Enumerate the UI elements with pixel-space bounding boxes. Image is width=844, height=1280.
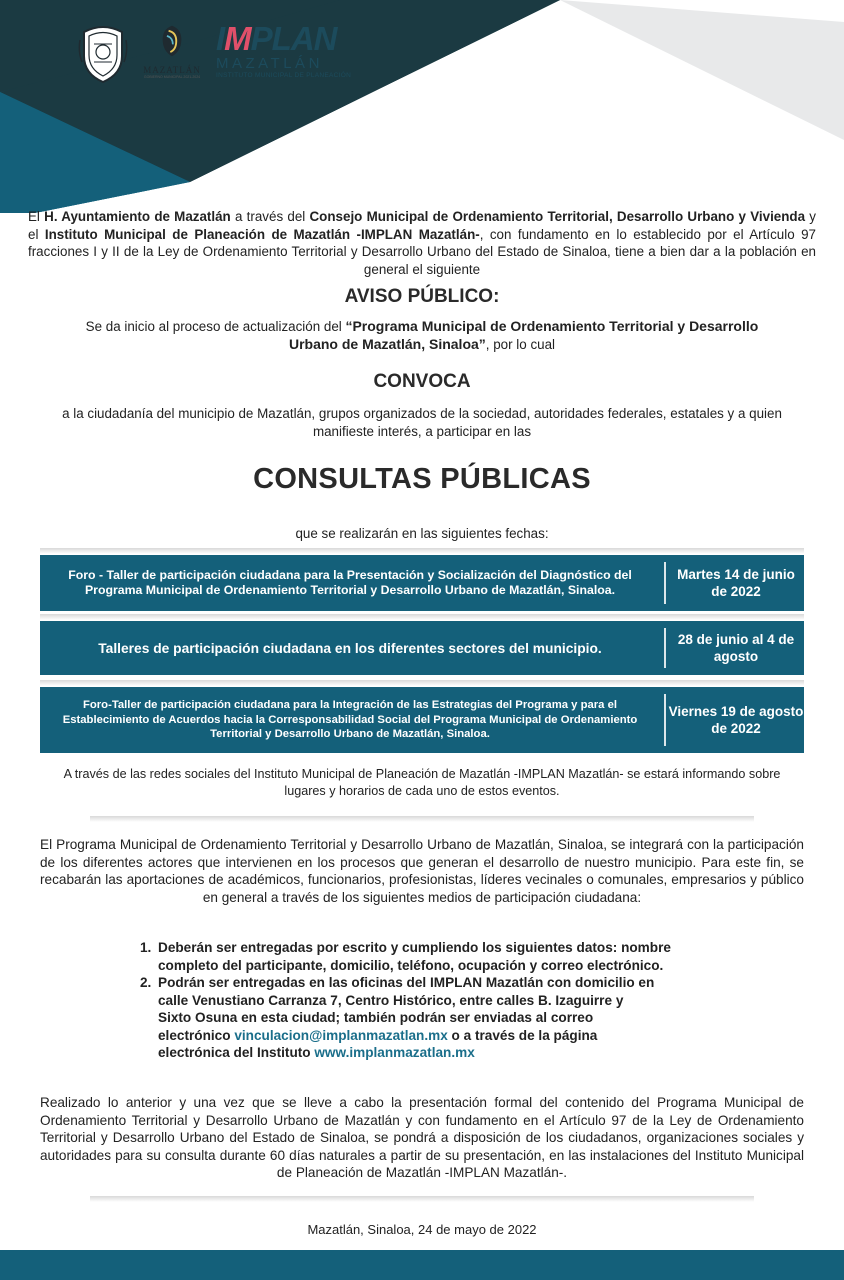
event-desc: Foro - Taller de participación ciudadana para la Presentación y Socialización del Diagnóstico del Programa Municipal de Ordenamiento Territorial y Desarrollo Urbano de Mazatlán, Sinaloa. <box>68 567 632 597</box>
event-row-1 <box>40 555 804 611</box>
event-desc: Foro-Taller de participación ciudadana para la Integración de las Estrategias del Programa y para el Establecimiento de Acuerdos hacia la Corresponsabilidad Social del Programa Municipal de Ordenamiento Territorial y Desarrollo Urbano de Mazatlán, Sinaloa. <box>62 699 638 741</box>
aviso-title: AVISO PÚBLICO: <box>344 286 500 307</box>
municipio-name: MAZATLÁN <box>143 65 201 75</box>
email-link[interactable]: vinculacion@implanmazatlan.mx <box>234 1027 448 1043</box>
programa-paragraph: El Programa Municipal de Ordenamiento Territorial y Desarrollo Urbano de Mazatlán, Sinaloa, se integrará con la participación de los diferentes actores que intervienen en los procesos que generan el desarrollo de nuestro municipio. Para este fin, se recabarán las aportaciones de académicos, funcionarios, profesionistas, líderes vecinales o comunales, empresarios y público en general a través de los siguientes medios de participación ciudadana: <box>40 837 804 905</box>
footer-bar <box>0 1250 844 1280</box>
mazatlan-logo <box>140 24 204 90</box>
mazatlan-emblem-icon <box>159 24 185 58</box>
event-date: Viernes 19 de agosto de 2022 <box>668 704 804 736</box>
escudo-logo <box>78 22 128 84</box>
event-row-3 <box>40 687 804 753</box>
intro-paragraph: El H. Ayuntamiento de Mazatlán a través del Consejo Municipal de Ordenamiento Territorial, Desarrollo Urbano y Vivienda y el Instituto Municipal de Planeación de Mazatlán -IMPLAN Mazatlán-, con fundamento en lo establecido por el Artículo 97 fracciones I y II de la Ley de Ordenamiento Territorial y Desarrollo Urbano del Estado de Sinaloa, tiene a bien dar a la población en general el siguiente <box>28 209 816 277</box>
convoca-title: CONVOCA <box>373 371 471 392</box>
municipio-sub: GOBIERNO MUNICIPAL 2021-2024 <box>143 75 201 79</box>
redes-note: A través de las redes sociales del Instituto Municipal de Planeación de Mazatlán -IMPLAN Mazatlán- se estará informando sobre lugares y horarios de cada uno de estos eventos. <box>63 767 781 798</box>
event-desc: Talleres de participación ciudadana en los diferentes sectores del municipio. <box>98 640 602 656</box>
event-row-2 <box>40 621 804 675</box>
convoca-text: a la ciudadanía del municipio de Mazatlán, grupos organizados de la sociedad, autoridades federales, estatales y a quien manifieste interés, a participar en las <box>62 406 782 439</box>
closing-paragraph: Realizado lo anterior y una vez que se lleve a cabo la presentación formal del contenido del Programa Municipal de Ordenamiento Territorial y Desarrollo Urbano de Mazatlán y con fundamento en el Artículo 97 de la Ley de Ordenamiento Territorial y Desarrollo Urbano del Estado de Sinaloa, se pondrá a disposición de los ciudadanos, organizaciones sociales y autoridades para su consulta durante 60 días naturales a partir de su presentación, en las instalaciones del Instituto Municipal de Planeación de Mazatlán -IMPLAN Mazatlán-. <box>40 1095 804 1180</box>
requirements-list <box>140 939 740 1062</box>
aviso-paragraph: Se da inicio al proceso de actualización del “Programa Municipal de Ordenamiento Territorial y Desarrollo Urbano de Mazatlán, Sinaloa”, por lo cual <box>85 318 759 352</box>
implan-city: MAZATLÁN <box>216 55 323 72</box>
consultas-subtitle: que se realizarán en las siguientes fechas: <box>295 526 549 541</box>
place-date: Mazatlán, Sinaloa, 24 de mayo de 2022 <box>307 1222 537 1237</box>
implan-logo <box>216 22 356 86</box>
website-link[interactable]: www.implanmazatlan.mx <box>314 1045 475 1060</box>
event-date: 28 de junio al 4 de agosto <box>677 632 795 664</box>
list-item: 1. Deberán ser entregadas por escrito y cumpliendo los siguientes datos: nombre completo del participante, domicilio, teléfono, ocupación y correo electrónico. <box>140 940 671 973</box>
event-date: Martes 14 de junio de 2022 <box>677 567 795 599</box>
implan-subtitle: INSTITUTO MUNICIPAL DE PLANEACIÓN <box>216 72 352 79</box>
list-item: 2. Podrán ser entregadas en las oficinas del IMPLAN Mazatlán con domicilio en calle Venustiano Carranza 7, Centro Histórico, entre calles B. Izaguirre y Sixto Osuna en esta ciudad; también podrán ser enviadas al correo electrónico vinculacion@implanmazatlan.mx o a través de la página electrónica del Instituto www.implanmazatlan.mx <box>140 975 655 1060</box>
implan-wordmark: IMPLAN <box>216 20 337 57</box>
consultas-title: CONSULTAS PÚBLICAS <box>253 463 591 495</box>
